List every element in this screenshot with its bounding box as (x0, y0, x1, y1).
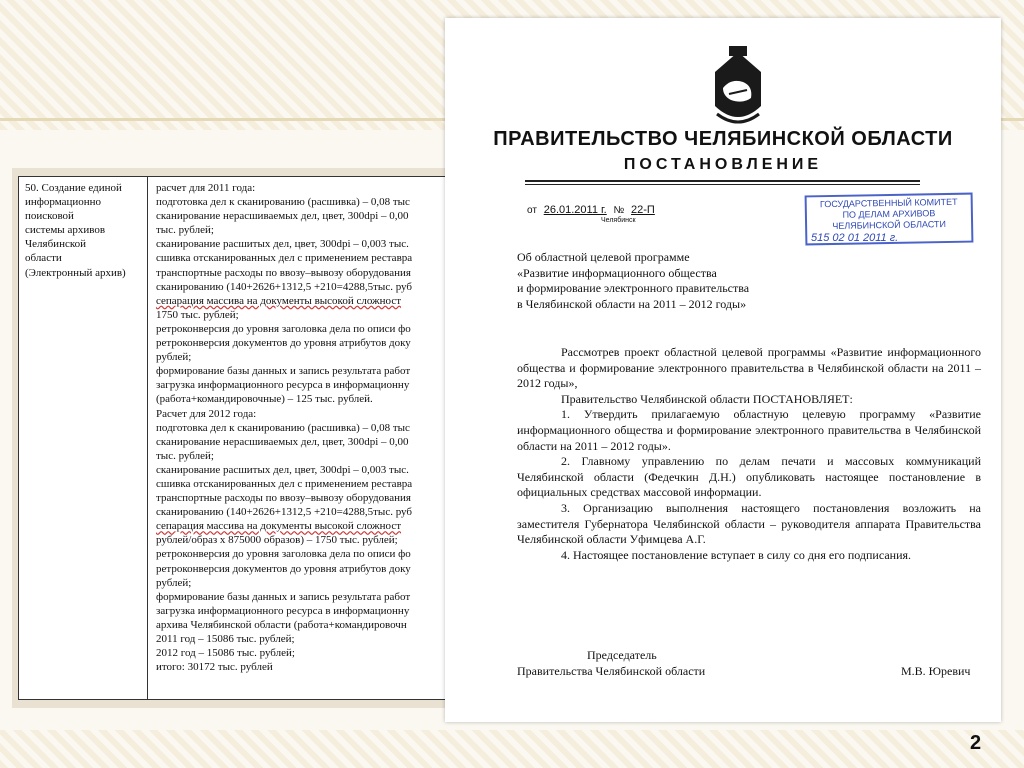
decree-issuer-title: ПРАВИТЕЛЬСТВО ЧЕЛЯБИНСКОЙ ОБЛАСТИ (493, 128, 953, 150)
calc-line: сепарация массива на документы высокой сложност (156, 520, 402, 533)
decree-paragraph: Правительство Челябинской области ПОСТАНОВЛЯЕТ: (561, 391, 853, 406)
subject-line: Об областной целевой программе (517, 250, 690, 264)
divider-line (525, 184, 920, 185)
stamp-line: ГОСУДАРСТВЕННЫЙ КОМИТЕТ (819, 196, 958, 210)
calc-line: 1750 тыс. рублей; (156, 308, 239, 321)
table-calculation-cell (148, 176, 448, 700)
calc-line: тыс. рублей; (156, 224, 214, 237)
calc-line: загрузка информационного ресурса в информационну (156, 604, 410, 617)
item-line: области (25, 252, 62, 265)
calc-line: сканированию (140+2626+1312,5 +210=4288,5тыс. руб (156, 506, 413, 519)
stamp-line: ПО ДЕЛАМ АРХИВОВ (842, 208, 936, 220)
calc-line: рублей/образ х 875000 образов) – 1750 тыс. рублей; (156, 534, 398, 547)
item-line: поисковой (25, 210, 74, 223)
decree-subject (517, 250, 817, 312)
decree-paragraph: 4. Настоящее постановление вступает в силу со дня его подписания. (561, 547, 912, 562)
item-line: 50. Создание единой (25, 182, 122, 194)
calc-line: подготовка дел к сканированию (расшивка) – 0,08 тыс (156, 196, 410, 209)
calc-line: транспортные расходы по ввозу–вывозу оборудования (156, 266, 411, 279)
decree-paragraph: Рассмотрев проект областной целевой программы «Развитие информационного общества и формирование электронного правительства в Челябинской области на 2011 – 2012 годы», (517, 345, 981, 391)
calc-line: тыс. рублей; (156, 449, 214, 462)
signature-name: М.В. Юревич (901, 664, 971, 678)
item-line: информационно (25, 196, 102, 209)
calc-line: транспортные расходы по ввозу–вывозу оборудования (156, 492, 411, 505)
coat-of-arms-icon (707, 44, 769, 130)
calc-line: рублей; (156, 351, 192, 364)
calc-line: (работа+командировочные) – 125 тыс. рублей. (156, 393, 373, 406)
calc-line: сепарация массива на документы высокой сложност (156, 294, 402, 307)
calc-line: формирование базы данных и запись результата работ (156, 590, 411, 603)
decree-number: 22-П (631, 204, 655, 216)
signature-title: Председатель (587, 648, 657, 662)
calc-line: рублей; (156, 576, 192, 589)
number-prefix: № (613, 205, 625, 216)
stamp-line: ЧЕЛЯБИНСКОЙ ОБЛАСТИ (832, 219, 947, 231)
calc-line: сканирование нерасшиваемых дел, цвет, 300dpi – 0,00 (156, 435, 409, 448)
calc-line: итого: 30172 тыс. рублей (156, 661, 273, 674)
calc-line: ретроконверсия до уровня заголовка дела по описи фо (156, 548, 411, 561)
calc-line: архива Челябинской области (работа+командировочн (156, 618, 407, 631)
signature-organization: Правительства Челябинской области (517, 664, 706, 678)
calc-line: ретроконверсия документов до уровня атрибутов доку (156, 337, 411, 350)
calc-line: сканирование расшитых дел, цвет, 300dpi – 0,003 тыс. (156, 238, 409, 251)
item-line: Челябинской (25, 238, 87, 251)
calc-line: ретроконверсия до уровня заголовка дела по описи фо (156, 322, 411, 335)
calc-line: подготовка дел к сканированию (расшивка) – 0,08 тыс (156, 421, 410, 434)
calc-line: сканирование нерасшиваемых дел, цвет, 300dpi – 0,00 (156, 210, 409, 223)
decree-paragraph: 2. Главному управлению по делам печати и массовых коммуникаций Челябинской области (Федечкин Д.Н.) опубликовать настоящее постановление в официальных средствах массовой информации. (517, 454, 981, 500)
decree-date: 26.01.2011 г. (543, 204, 607, 216)
background-stripes-bottom (0, 730, 1024, 768)
item-line: системы архивов (25, 224, 106, 237)
date-prefix: от (527, 205, 537, 216)
decree-body (517, 345, 981, 563)
subject-line: и формирование электронного правительства (517, 281, 750, 295)
decree-paragraph: 1. Утвердить прилагаемую областную целевую программу «Развитие информационного общества и формирование электронного правительства в Челябинской области на 2011 – 2012 годы». (517, 407, 981, 453)
calc-line: сканирование расшитых дел, цвет, 300dpi – 0,003 тыс. (156, 463, 409, 476)
calc-line: сканированию (140+2626+1312,5 +210=4288,5тыс. руб (156, 280, 413, 293)
decree-type-title: ПОСТАНОВЛЕНИЕ (623, 156, 823, 173)
program-cost-table (18, 176, 448, 700)
subject-line: «Развитие информационного общества (517, 265, 717, 280)
calc-line: Расчет для 2012 года: (156, 407, 257, 420)
item-line: (Электронный архив) (25, 266, 126, 279)
divider-line (525, 180, 920, 182)
slide-number: 2 (970, 732, 982, 754)
calc-line: расчет для 2011 года: (156, 182, 256, 194)
stamp-date: 515 02 01 2011 г. (811, 232, 899, 244)
decree-paragraph: 3. Организацию выполнения настоящего постановления возложить на заместителя Губернатора Челябинской области – руководителя аппарата Правительства Челябинской области Уфимцева А.Г. (517, 500, 981, 547)
calc-line: 2011 год – 15086 тыс. рублей; (156, 633, 295, 645)
decree-date-line (527, 204, 659, 216)
calc-line: 2012 год – 15086 тыс. рублей; (156, 647, 295, 660)
calc-line: ретроконверсия документов до уровня атрибутов доку (156, 562, 411, 575)
calc-line: сшивка отсканированных дел с применением реставра (156, 252, 413, 265)
calc-line: формирование базы данных и запись результата работ (156, 365, 411, 378)
subject-line: в Челябинской области на 2011 – 2012 годы» (517, 296, 747, 311)
calc-line: загрузка информационного ресурса в информационну (156, 379, 410, 392)
decree-city: Челябинск (601, 217, 636, 224)
table-item-cell (18, 176, 148, 700)
calc-line: сшивка отсканированных дел с применением реставра (156, 477, 413, 490)
decree-document (445, 18, 1001, 722)
